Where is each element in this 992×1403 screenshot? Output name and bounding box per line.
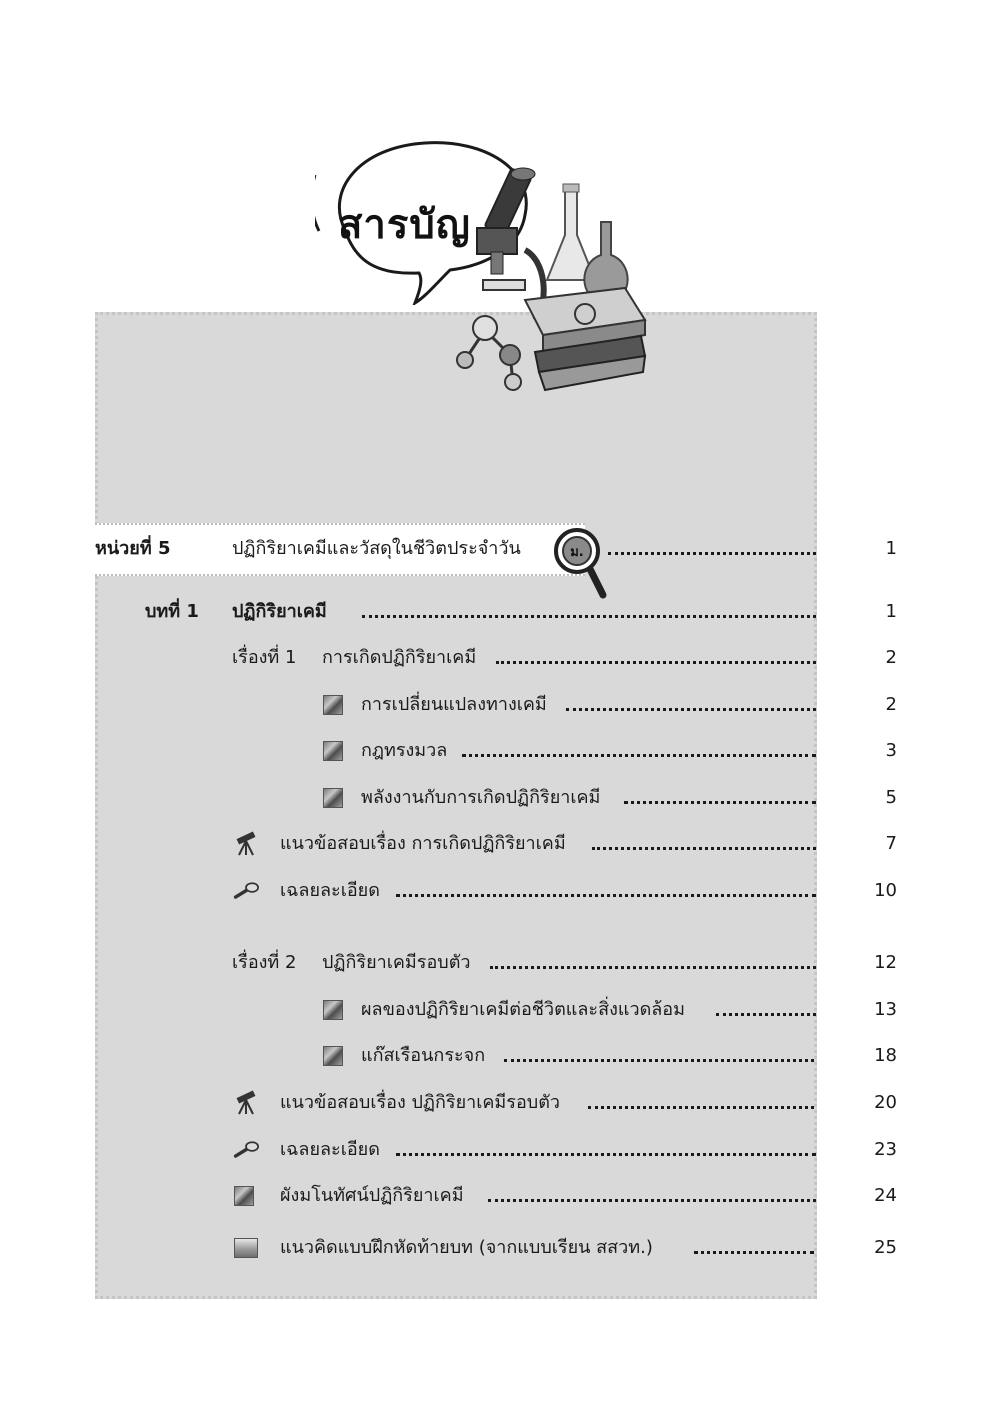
topic-label: เรื่องที่ 1: [232, 647, 297, 668]
image-bullet-icon: [323, 741, 343, 761]
page-number: 18: [874, 1045, 897, 1066]
item-title: แนวคิดแบบฝึกหัดท้ายบท (จากแบบเรียน สสวท.): [280, 1237, 653, 1258]
item-title: แนวข้อสอบเรื่อง ปฏิกิริยาเคมีรอบตัว: [280, 1092, 560, 1113]
page-number: 20: [874, 1092, 897, 1113]
page-title: สารบัญ: [338, 201, 471, 248]
dot-leader: [504, 1059, 814, 1062]
dot-leader: [716, 1013, 816, 1016]
dot-leader: [624, 801, 816, 804]
dot-leader: [462, 754, 816, 757]
page-number: 23: [874, 1139, 897, 1160]
science-illustration: [455, 160, 655, 395]
dot-leader: [496, 661, 816, 664]
page-number: 3: [885, 740, 897, 761]
dot-leader: [396, 1153, 816, 1156]
topic-title: ปฏิกิริยาเคมีรอบตัว: [322, 952, 471, 973]
image-bullet-icon: [234, 1186, 254, 1206]
page-number: 25: [874, 1237, 897, 1258]
magnifier-icon: [233, 1137, 259, 1163]
toc-item-row[interactable]: [0, 1179, 992, 1213]
page-number: 1: [885, 538, 897, 559]
page-number: 10: [874, 880, 897, 901]
toc-topic-row[interactable]: [0, 946, 992, 980]
magnifier-badge-icon: [553, 527, 609, 601]
unit-title: ปฏิกิริยาเคมีและวัสดุในชีวิตประจำวัน: [232, 538, 521, 559]
unit-label: หน่วยที่ 5: [95, 538, 171, 559]
chapter-title: ปฏิกิริยาเคมี: [232, 601, 327, 622]
telescope-icon: [233, 1090, 259, 1116]
subtopic-title: ผลของปฏิกิริยาเคมีต่อชีวิตและสิ่งแวดล้อม: [361, 999, 685, 1020]
topic-title: การเกิดปฏิกิริยาเคมี: [322, 647, 477, 668]
subtopic-title: แก๊สเรือนกระจก: [361, 1045, 486, 1066]
dot-leader: [490, 966, 816, 969]
toc-unit-row[interactable]: [0, 532, 992, 566]
page-number: 2: [885, 647, 897, 668]
page-number: 24: [874, 1185, 897, 1206]
toc-subtopic-row[interactable]: [0, 1039, 992, 1073]
image-bullet-icon: [323, 1046, 343, 1066]
dot-leader: [488, 1199, 816, 1202]
magnifier-icon: [233, 878, 259, 904]
page-number: 7: [885, 833, 897, 854]
page-number: 2: [885, 694, 897, 715]
dot-leader: [592, 847, 816, 850]
landscape-bullet-icon: [234, 1238, 258, 1258]
subtopic-title: กฎทรงมวล: [361, 740, 448, 761]
page-number: 13: [874, 999, 897, 1020]
dot-leader: [362, 615, 816, 618]
chapter-label: บทที่ 1: [145, 601, 199, 622]
toc-subtopic-row[interactable]: [0, 734, 992, 768]
unit-badge: ม.: [570, 545, 584, 560]
item-title: เฉลยละเอียด: [280, 880, 380, 901]
subtopic-title: พลังงานกับการเกิดปฏิกิริยาเคมี: [361, 787, 601, 808]
page-number: 1: [885, 601, 897, 622]
toc-subtopic-row[interactable]: [0, 688, 992, 722]
subtopic-title: การเปลี่ยนแปลงทางเคมี: [361, 694, 547, 715]
topic-label: เรื่องที่ 2: [232, 952, 297, 973]
item-title: เฉลยละเอียด: [280, 1139, 380, 1160]
toc-item-row[interactable]: [0, 1086, 992, 1120]
dot-leader: [566, 708, 816, 711]
toc-subtopic-row[interactable]: [0, 781, 992, 815]
toc-item-row[interactable]: [0, 1231, 992, 1265]
image-bullet-icon: [323, 1000, 343, 1020]
toc-item-row[interactable]: [0, 827, 992, 861]
dot-leader: [588, 1106, 814, 1109]
dot-leader: [694, 1251, 814, 1254]
toc-item-row[interactable]: [0, 1133, 992, 1167]
toc-item-row[interactable]: [0, 874, 992, 908]
toc-topic-row[interactable]: [0, 641, 992, 675]
dot-leader: [396, 894, 816, 897]
page-number: 5: [885, 787, 897, 808]
page-number: 12: [874, 952, 897, 973]
telescope-icon: [233, 831, 259, 857]
item-title: แนวข้อสอบเรื่อง การเกิดปฏิกิริยาเคมี: [280, 833, 566, 854]
dot-leader: [608, 552, 816, 555]
image-bullet-icon: [323, 695, 343, 715]
item-title: ผังมโนทัศน์ปฏิกิริยาเคมี: [280, 1185, 464, 1206]
toc-chapter-row[interactable]: [0, 595, 992, 629]
image-bullet-icon: [323, 788, 343, 808]
toc-subtopic-row[interactable]: [0, 993, 992, 1027]
